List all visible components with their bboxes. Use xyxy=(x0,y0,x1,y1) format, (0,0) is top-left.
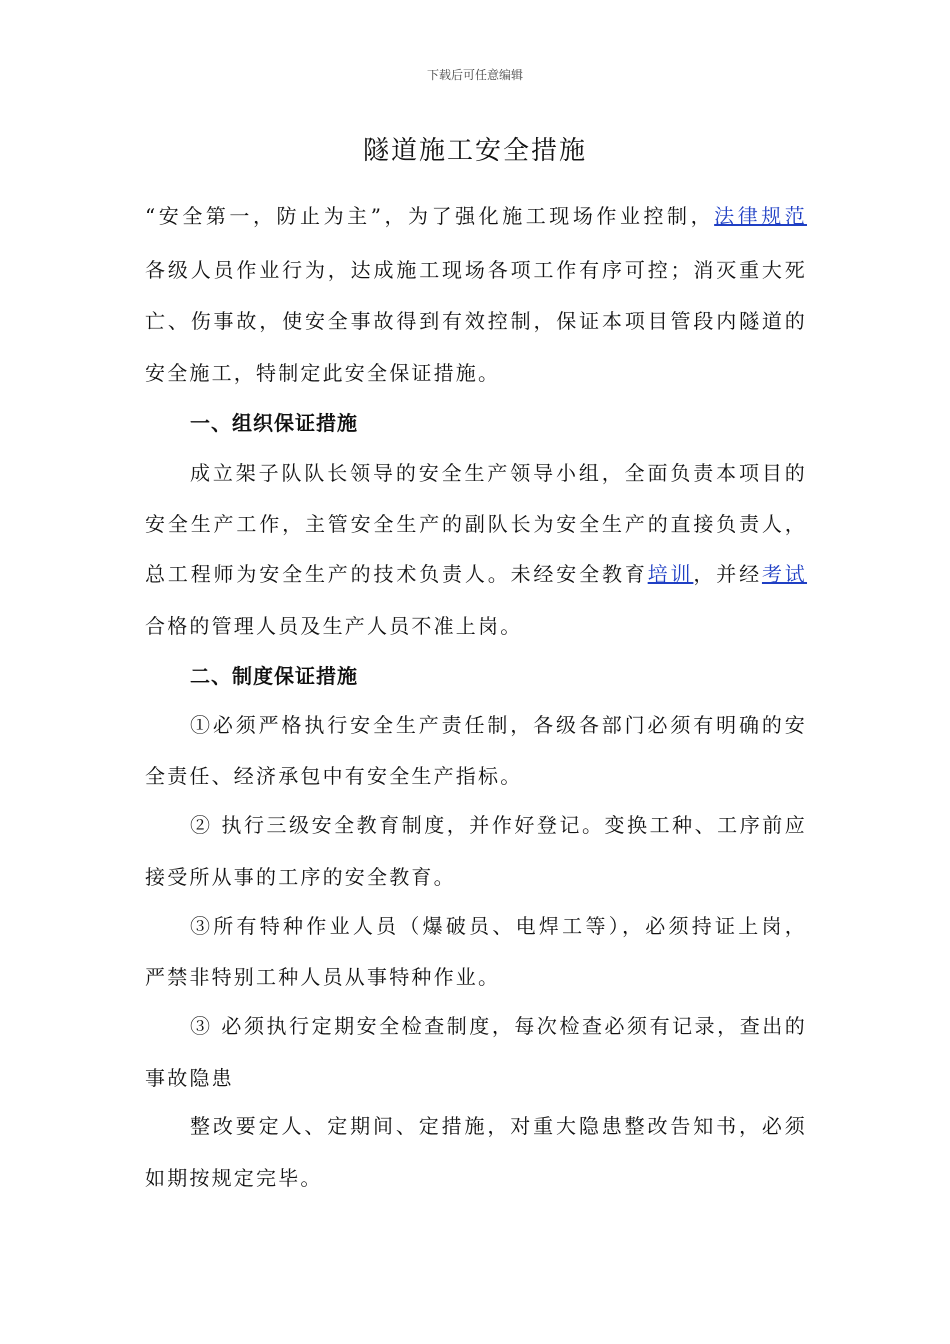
item4-line-1: ③ 必须执行定期安全检查制度，每次检查必须有记录，查出的 xyxy=(190,1014,807,1038)
section1-line-2: 安全生产工作，主管安全生产的副队长为安全生产的直接负责人， xyxy=(145,512,807,536)
item1-line-2: 全责任、经济承包中有安全生产指标。 xyxy=(145,764,523,788)
section1-line-3-text: 总工程师为安全生产的技术负责人。未经安全教育 xyxy=(145,562,648,586)
intro-line-1 xyxy=(145,199,807,233)
section2-heading: 二、制度保证措施 xyxy=(190,664,358,688)
intro-line-3: 亡、伤事故，使安全事故得到有效控制，保证本项目管段内隧道的 xyxy=(145,309,807,333)
section1-line-3-text-b: ，并经 xyxy=(693,562,762,586)
training-link[interactable]: 培训 xyxy=(647,562,694,586)
intro-line-2: 各级人员作业行为，达成施工现场各项工作有序可控；消灭重大死 xyxy=(145,258,807,282)
download-note: 下载后可任意编辑 xyxy=(426,68,523,82)
item3-line-2: 严禁非特别工种人员从事特种作业。 xyxy=(145,965,501,989)
item3-line-1: ③所有特种作业人员（爆破员、电焊工等），必须持证上岗， xyxy=(190,914,807,938)
item5-line-1: 整改要定人、定期间、定措施，对重大隐患整改告知书，必须 xyxy=(190,1114,807,1138)
item5-line-2: 如期按规定完毕。 xyxy=(145,1166,323,1190)
exam-link[interactable]: 考试 xyxy=(761,562,808,586)
section1-line-4: 合格的管理人员及生产人员不准上岗。 xyxy=(145,614,523,638)
item4-line-2: 事故隐患 xyxy=(145,1066,234,1090)
intro-text: “安全第一，防止为主”，为了强化施工现场作业控制， xyxy=(145,204,715,228)
item2-line-2: 接受所从事的工序的安全教育。 xyxy=(145,865,456,889)
intro-line-4: 安全施工，特制定此安全保证措施。 xyxy=(145,361,501,385)
item1-line-1: ①必须严格执行安全生产责任制，各级各部门必须有明确的安 xyxy=(190,713,807,737)
section1-line-3 xyxy=(145,557,807,591)
section1-line-1: 成立架子队队长领导的安全生产领导小组，全面负责本项目的 xyxy=(190,461,807,485)
item2-line-1: ② 执行三级安全教育制度，并作好登记。变换工种、工序前应 xyxy=(190,813,807,837)
law-link[interactable]: 法律规范 xyxy=(714,204,807,228)
document-title: 隧道施工安全措施 xyxy=(362,136,587,166)
section1-heading: 一、组织保证措施 xyxy=(190,411,358,435)
